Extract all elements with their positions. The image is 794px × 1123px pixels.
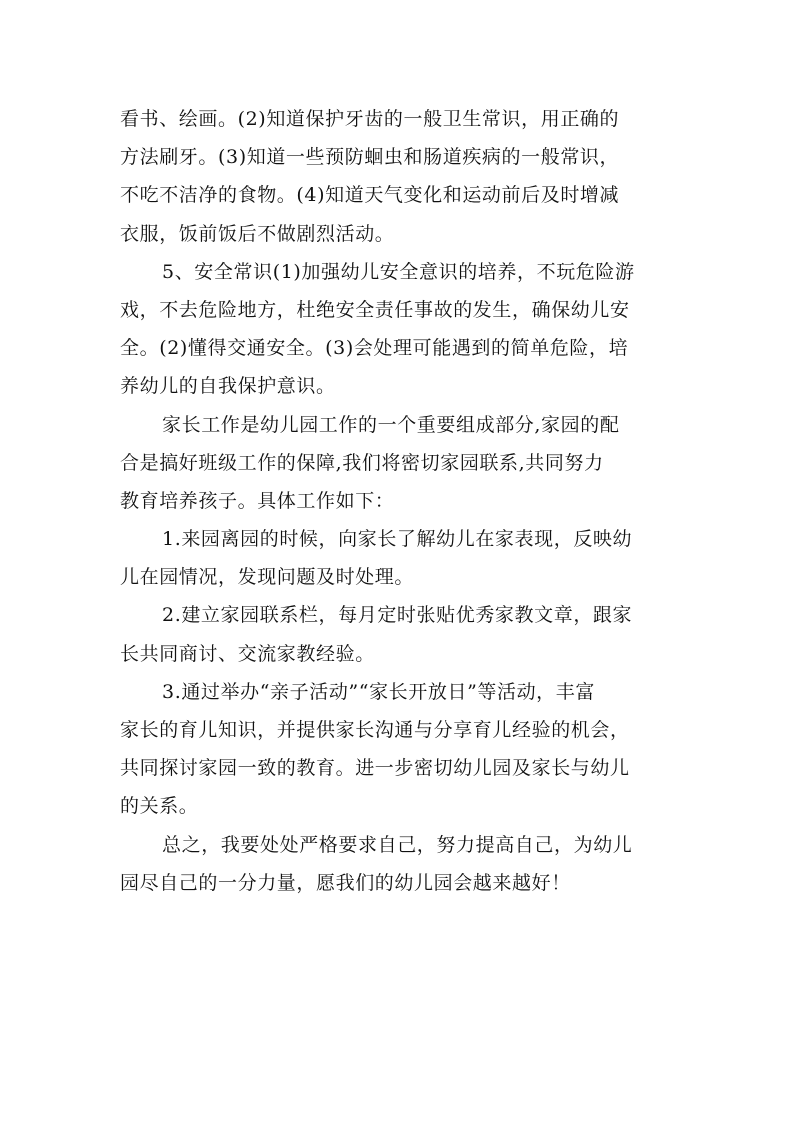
text-line: 看书、绘画。(2)知道保护牙齿的一般卫生常识，用正确的 <box>120 108 620 130</box>
paragraph-start-line: 3.通过举办“亲子活动”“家长开放日”等活动，丰富 <box>162 680 595 703</box>
paragraph-start-line: 总之，我要处处严格要求自己，努力提高自己，为幼儿 <box>162 833 633 856</box>
text-line: 不吃不洁净的食物。(4)知道天气变化和运动前后及时增减 <box>120 184 620 207</box>
text-line: 养幼儿的自我保护意识。 <box>120 375 336 398</box>
text-line: 的关系。 <box>120 795 199 818</box>
paragraph-start-line: 1.来园离园的时候，向家长了解幼儿在家表现，反映幼 <box>162 528 633 551</box>
document-page <box>120 100 680 902</box>
text-line: 教育培养孩子。具体工作如下： <box>120 489 395 512</box>
paragraph-start-line: 2.建立家园联系栏，每月定时张贴优秀家教文章，跟家 <box>162 604 633 627</box>
paragraph-start-line: 家长工作是幼儿园工作的一个重要组成部分,家园的配 <box>162 413 620 436</box>
text-line: 共同探讨家园一致的教育。进一步密切幼儿园及家长与幼儿 <box>120 757 630 780</box>
text-line: 儿在园情况，发现问题及时处理。 <box>120 566 415 589</box>
text-line: 方法刷牙。(3)知道一些预防蛔虫和肠道疾病的一般常识， <box>120 146 620 169</box>
text-line: 合是搞好班级工作的保障,我们将密切家园联系,共同努力 <box>120 451 604 474</box>
paragraph-start-line: 5、安全常识(1)加强幼儿安全意识的培养，不玩危险游 <box>162 260 635 283</box>
text-line: 长共同商讨、交流家教经验。 <box>120 642 375 665</box>
text-line: 衣服，饭前饭后不做剧烈活动。 <box>120 222 395 245</box>
text-line: 园尽自己的一分力量，愿我们的幼儿园会越来越好！ <box>120 871 571 894</box>
text-line: 家长的育儿知识，并提供家长沟通与分享育儿经验的机会， <box>120 719 630 741</box>
text-line: 戏，不去危险地方，杜绝安全责任事故的发生，确保幼儿安 <box>120 298 630 321</box>
text-line: 全。(2)懂得交通安全。(3)会处理可能遇到的简单危险，培 <box>120 337 629 360</box>
